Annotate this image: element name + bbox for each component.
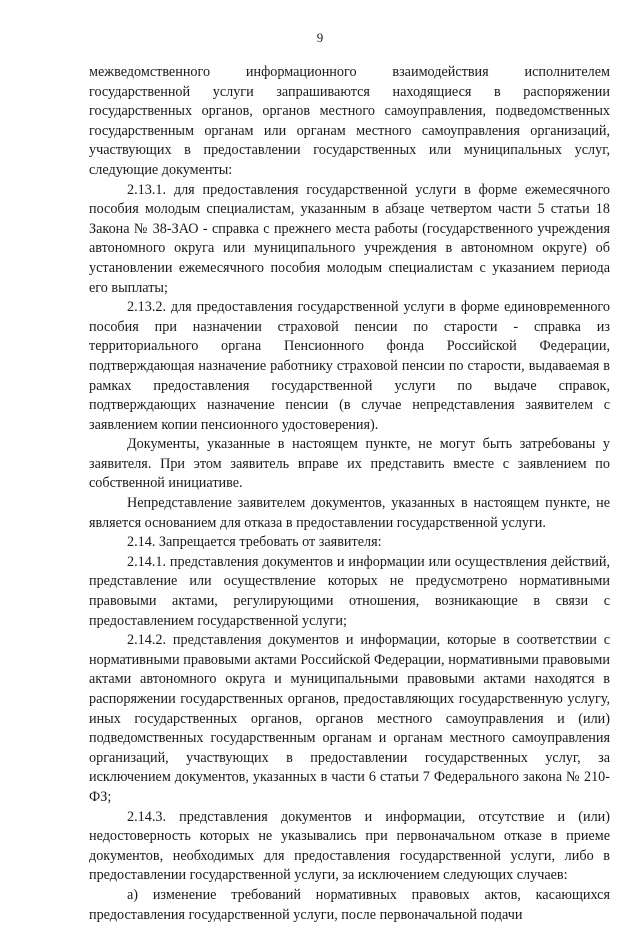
paragraph-2-14-1: 2.14.1. представления документов и информации или осуществления действий, представление или осуществление которых не предусмотрено нормативными правовыми актами, регулирующими отношения, возникающие в связи с предоставлением государственной услуги; [89,553,610,629]
paragraph-2-14: 2.14. Запрещается требовать от заявителя: [127,534,382,551]
paragraph-2-14-2: 2.14.2. представления документов и информации, которые в соответствии с нормативными правовыми актами Российской Федерации, нормативными правовыми актами автономного округа и муниципальными правовыми актами находятся в распоряжении государственных органов, предоставляющих государственную услугу, иных государственных органов, органов местного самоуправления и (или) подведомственных государственным органам и органам местного самоуправления организаций, участвующих в предоставлении государственных услуг, за исключением документов, указанных в части 6 статьи 7 Федерального закона № 210-ФЗ; [89,632,610,805]
page-number: 9 [316,30,324,45]
paragraph-documents-note: Документы, указанные в настоящем пункте, не могут быть затребованы у заявителя. При этом заявитель вправе их представить вместе с заявлением по собственной инициативе. [89,436,610,492]
paragraph-continuation: межведомственного информационного взаимодействия исполнителем государственной услуги запрашиваются находящиеся в распоряжении государственных органов, органов местного самоуправления, подведомственных государственным органам или органам местного самоуправления организаций, участвующих в предоставлении государственных или муниципальных услуг, следующие документы: [89,64,610,178]
paragraph-2-14-3: 2.14.3. представления документов и информации, отсутствие и (или) недостоверность которых не указывались при первоначальном отказе в приеме документов, необходимых для предоставления государственной услуги, либо в предоставлении государственной услуги, за исключением следующих случаев: [89,808,610,884]
paragraph-2-13-2: 2.13.2. для предоставления государственной услуги в форме единовременного пособия при назначении страховой пенсии по старости - справка из территориального органа Пенсионного фонда Российской Федерации, подтверждающая назначение работнику страховой пенсии по старости, выдаваемая в рамках предоставления государственной услуги по выдаче справок, подтверждающих назначение пенсии (в случае непредставления заявителем с заявлением копии пенсионного удостоверения). [89,299,610,433]
paragraph-2-13-1: 2.13.1. для предоставления государственной услуги в форме ежемесячного пособия молодым специалистам, указанным в абзаце четвертом части 5 статьи 18 Закона № 38-ЗАО - справка с прежнего места работы (государственного учреждения автономного округа или муниципального учреждения в автономном округе) об установлении ежемесячного пособия молодым специалистам с указанием периода его выплаты; [89,181,610,296]
document-body [89,63,610,925]
paragraph-non-submission-note: Непредставление заявителем документов, указанных в настоящем пункте, не является основанием для отказа в предоставлении государственной услуги. [89,495,610,531]
paragraph-case-a: а) изменение требований нормативных правовых актов, касающихся предоставления государственной услуги, после первоначальной подачи [89,886,610,923]
